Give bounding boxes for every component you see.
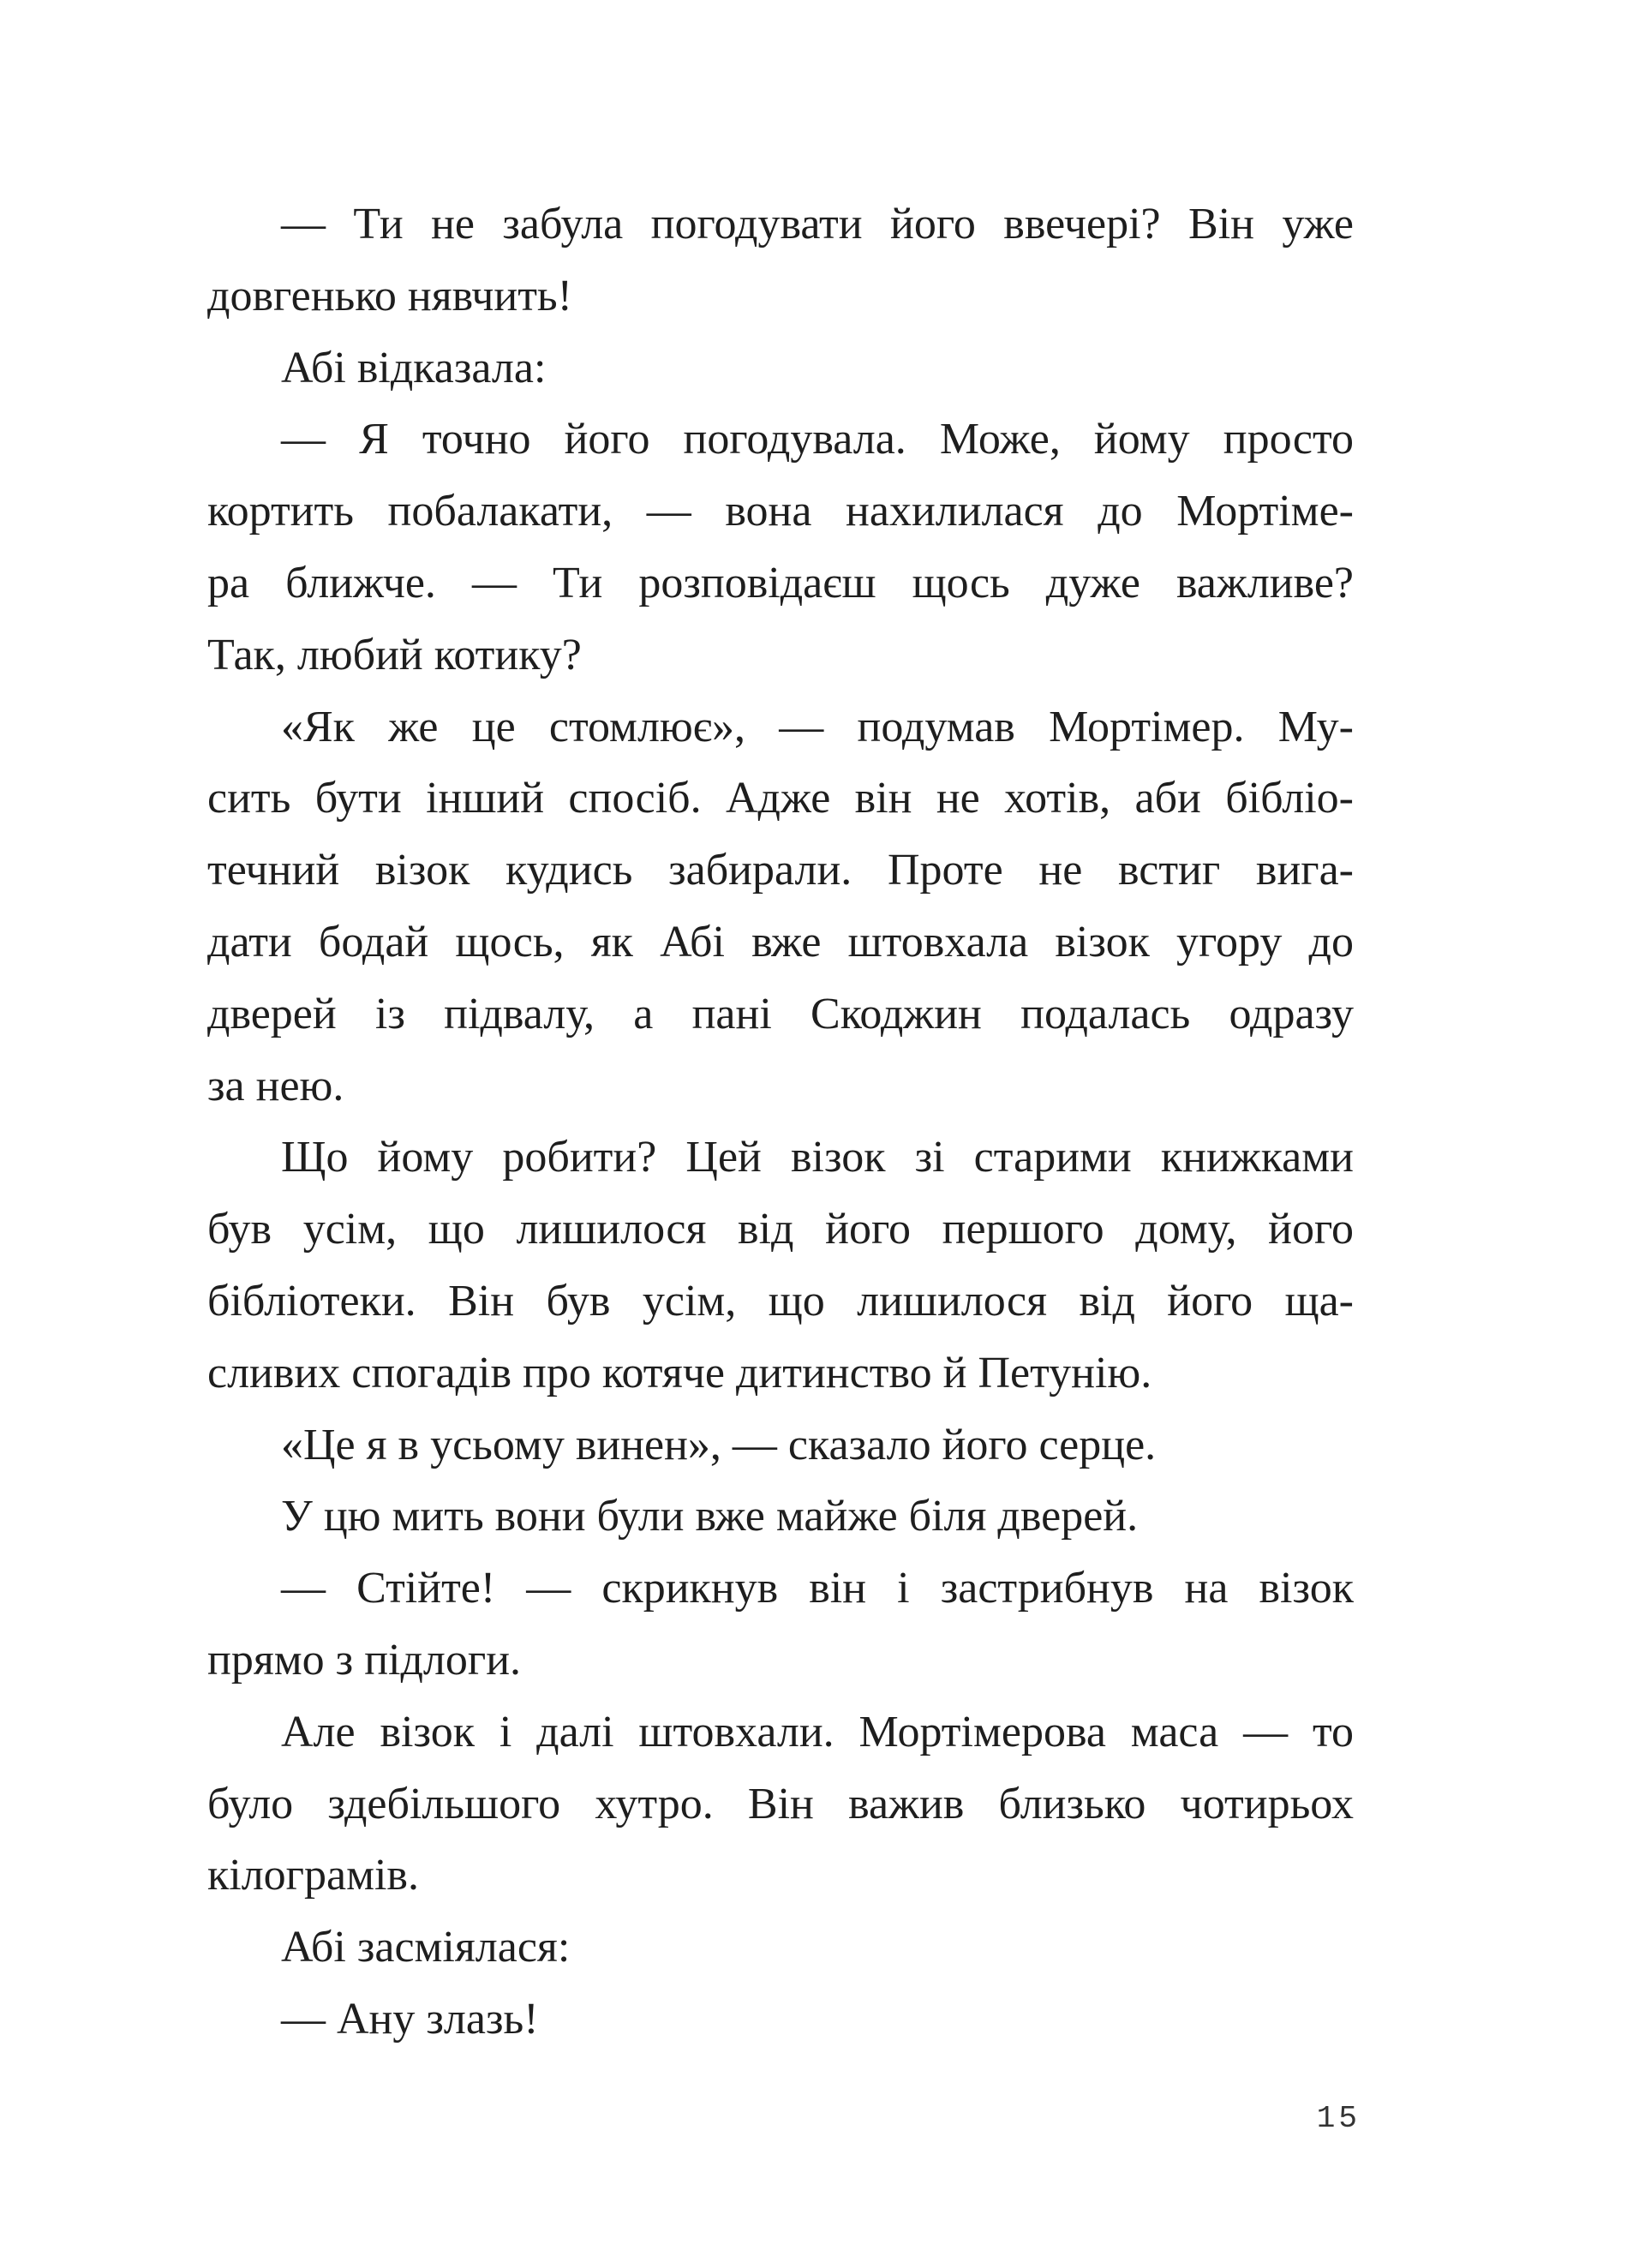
text-line: за нею. <box>207 1061 344 1110</box>
text-line: бібліотеки. Він був усім, що лишилося від його ща- <box>207 1276 1354 1325</box>
text-line: — Ти не забула погодувати його ввечері? Він уже <box>281 200 1354 248</box>
text-line: ра ближче. — Ти розповідаєш щось дуже важливе? <box>207 558 1354 607</box>
page-number: 15 <box>1316 2101 1361 2136</box>
text-line: «Як же це стомлює», — подумав Мортімер. Му- <box>281 702 1354 751</box>
text-line: був усім, що лишилося від його першого дому, його <box>207 1205 1354 1254</box>
text-line: «Це я в усьому винен», — сказало його серце. <box>281 1420 1157 1469</box>
text-line: було здебільшого хутро. Він важив близько чотирьох <box>207 1779 1354 1828</box>
text-line: Але візок і далі штовхали. Мортімерова маса — то <box>281 1707 1354 1756</box>
text-line: прямо з підлоги. <box>207 1635 522 1685</box>
text-line: — Стійте! — скрикнув він і застрибнув на візок <box>281 1564 1354 1613</box>
text-line: сить бути інший спосіб. Адже він не хотів, аби бібліо- <box>207 774 1354 823</box>
text-line: течний візок кудись забирали. Проте не встиг вига- <box>207 846 1354 895</box>
text-line: дверей із підвалу, а пані Скоджин подалась одразу <box>207 989 1354 1038</box>
text-line: кілограмів. <box>207 1851 419 1900</box>
text-line: Так, любий котику? <box>207 630 582 679</box>
text-line: — Ану злазь! <box>281 1994 539 2044</box>
text-line: кортить побалакати, — вона нахилилася до Мортіме- <box>207 487 1354 536</box>
text-line: сливих спогадів про котяче дитинство й Петунію. <box>207 1348 1152 1397</box>
text-line: довгенько нявчить! <box>207 271 572 320</box>
text-line: Абі засміялася: <box>281 1923 571 1972</box>
text-line: Що йому робити? Цей візок зі старими книжками <box>281 1133 1354 1182</box>
text-line: Абі відказала: <box>281 343 547 392</box>
text-line: — Я точно його погодувала. Може, йому просто <box>281 415 1354 464</box>
text-line: дати бодай щось, як Абі вже штовхала візок угору до <box>207 917 1354 966</box>
text-line: У цю мить вони були вже майже біля дверей. <box>281 1492 1139 1541</box>
page-body-text <box>207 189 1354 2056</box>
